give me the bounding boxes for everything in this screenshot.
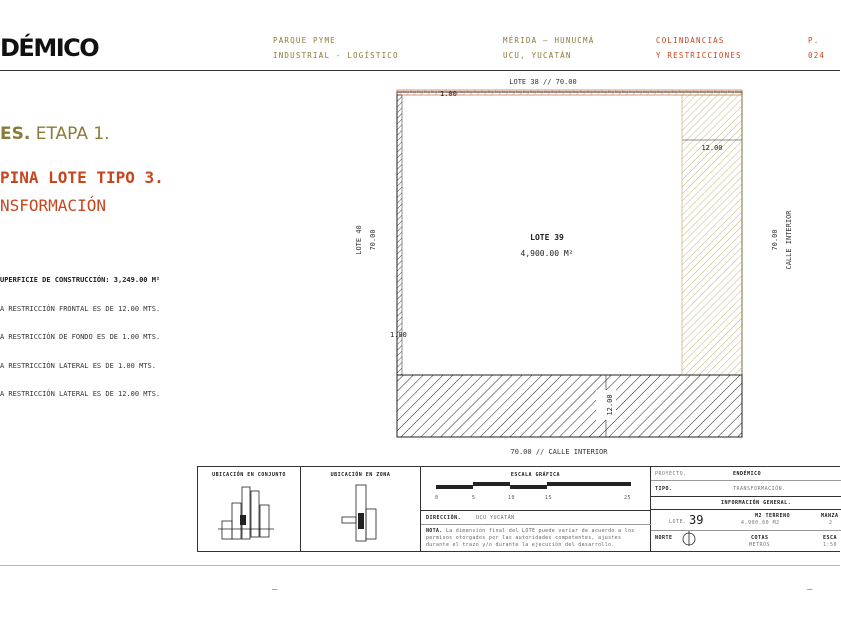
manzana-value: 2 — [829, 520, 833, 526]
left-restriction-label: 1.00 — [390, 331, 407, 339]
right-restriction-label: 12.00 — [701, 144, 723, 152]
m2-label: M2 TERRENO — [755, 513, 791, 519]
rule-fondo: A RESTRICCIÓN DE FONDO ES DE 1.00 MTS. — [0, 333, 161, 341]
superficie-text: UPERFICIE DE CONSTRUCCIÓN: 3,249.00 M² — [0, 276, 161, 284]
right-dimension-label: 70.00 — [771, 229, 779, 251]
escala-value: 1:50 — [823, 542, 838, 548]
header-section-line2: Y RESTRICCIONES — [656, 51, 742, 60]
header-section — [656, 33, 742, 63]
title-block — [197, 466, 840, 552]
header-project — [273, 33, 399, 63]
logo: DÉMICO — [0, 34, 99, 62]
bottom-boundary-label: 70.00 // CALLE INTERIOR — [510, 448, 608, 456]
nota-text: La dimensión final del LOTE puede variar de acuerdo a los permisos otorgados por las autoridades competentes, ajustes durante el trazo y/o durante la ejecución del desarrollo. — [426, 528, 635, 548]
manzana-label: MANZA — [821, 513, 839, 519]
tipo-label: TIPO. — [655, 486, 673, 492]
scale-segment-2 — [473, 482, 510, 486]
scale-tick-25: 25 — [624, 495, 632, 501]
scale-tick-0: 0 — [435, 495, 439, 501]
top-restriction-label: 1.00 — [440, 90, 457, 98]
header-divider — [0, 70, 840, 71]
header-location-line1: MÉRIDA — HUNUCMÁ — [503, 36, 595, 45]
ubicacion-conjunto-label: UBICACIÓN EN CONJUNTO — [212, 472, 286, 478]
cotas-label: COTAS — [751, 535, 769, 541]
escala-cell — [421, 467, 651, 551]
scale-tick-10: 10 — [508, 495, 516, 501]
direccion-divider — [421, 524, 651, 525]
proyecto-value: ENDÉMICO — [733, 471, 762, 477]
scale-segment-3 — [510, 485, 547, 489]
cotas-value: METROS — [749, 542, 771, 548]
info-general-label: INFORMACIÓN GENERAL. — [721, 500, 792, 506]
escala-label: ESCA — [823, 535, 838, 541]
header-section-line1: COLINDANCIAS — [656, 36, 725, 45]
header-project-line2: INDUSTRIAL - LOGÍSTICO — [273, 51, 399, 60]
conjunto-map-icon — [218, 483, 278, 543]
left-dimension-label: 70.00 — [369, 229, 377, 251]
ubicacion-conjunto-cell — [198, 467, 301, 551]
direccion-label: DIRECCIÓN. — [426, 515, 462, 521]
footer-dash-right: — — [807, 585, 813, 595]
lote-tipo-title: PINA LOTE TIPO 3. — [0, 168, 164, 187]
direccion-value: UCU YUCATÁN — [476, 515, 515, 521]
footer-divider — [0, 565, 840, 566]
left-neighbor-label: LOTE 40 — [355, 225, 363, 255]
tipo-value: TRANSFORMACIÓN. — [733, 486, 786, 492]
front-restriction-strip — [397, 375, 742, 437]
lote-value: 39 — [689, 513, 704, 527]
etapa-bold: ES. — [0, 124, 31, 144]
right-street-label: CALLE INTERIOR — [785, 210, 793, 270]
scale-bar — [436, 482, 631, 490]
etapa-label: ETAPA 1. — [35, 124, 110, 144]
etapa-heading — [0, 124, 110, 144]
norte-label: NORTE — [655, 535, 673, 541]
lot-area: 4,900.00 M² — [520, 249, 574, 258]
north-arrow-icon — [681, 531, 697, 547]
scale-segment-4 — [547, 482, 631, 486]
lot-name: LOTE 39 — [530, 233, 564, 242]
header-location-line2: UCU, YUCATÁN — [503, 51, 572, 60]
page-number: P. 024 — [808, 36, 826, 60]
lote-label: LOTE. — [669, 519, 687, 525]
tipo-divider — [651, 496, 841, 497]
proyecto-divider — [651, 480, 841, 481]
top-boundary-label: LOTE 38 // 70.00 — [509, 78, 577, 86]
proyecto-label: PROYECTO. — [655, 471, 687, 477]
nota-block — [426, 528, 644, 549]
project-info-cell — [651, 467, 841, 551]
header-project-line1: PARQUE PYME — [273, 36, 336, 45]
footer-dash-left: — — [272, 585, 278, 595]
header-location — [503, 33, 594, 63]
ubicacion-zona-label: UBICACIÓN EN ZONA — [330, 472, 391, 478]
scale-tick-15: 15 — [545, 495, 553, 501]
m2-value: 4,900.00 M2 — [741, 520, 780, 526]
scale-tick-5: 5 — [472, 495, 476, 501]
scale-segment-1 — [436, 485, 473, 489]
front-restriction-label: 12.00 — [606, 394, 614, 416]
zona-map-icon — [336, 483, 386, 543]
rule-lateral-1: A RESTRICCIÓN LATERAL ES DE 1.00 MTS. — [0, 362, 156, 370]
transformacion-subtitle: NSFORMACIÓN — [0, 196, 106, 215]
site-plan — [330, 72, 793, 462]
rule-lateral-2: A RESTRICCIÓN LATERAL ES DE 12.00 MTS. — [0, 390, 161, 398]
right-restriction-strip — [682, 95, 742, 375]
lote-divider — [651, 530, 841, 531]
escala-divider — [421, 510, 651, 511]
nota-label: NOTA. — [426, 528, 443, 534]
info-divider — [651, 509, 841, 510]
rule-frontal: A RESTRICCIÓN FRONTAL ES DE 12.00 MTS. — [0, 305, 161, 313]
escala-grafica-label: ESCALA GRÁFICA — [510, 472, 561, 478]
ubicacion-zona-cell — [301, 467, 421, 551]
